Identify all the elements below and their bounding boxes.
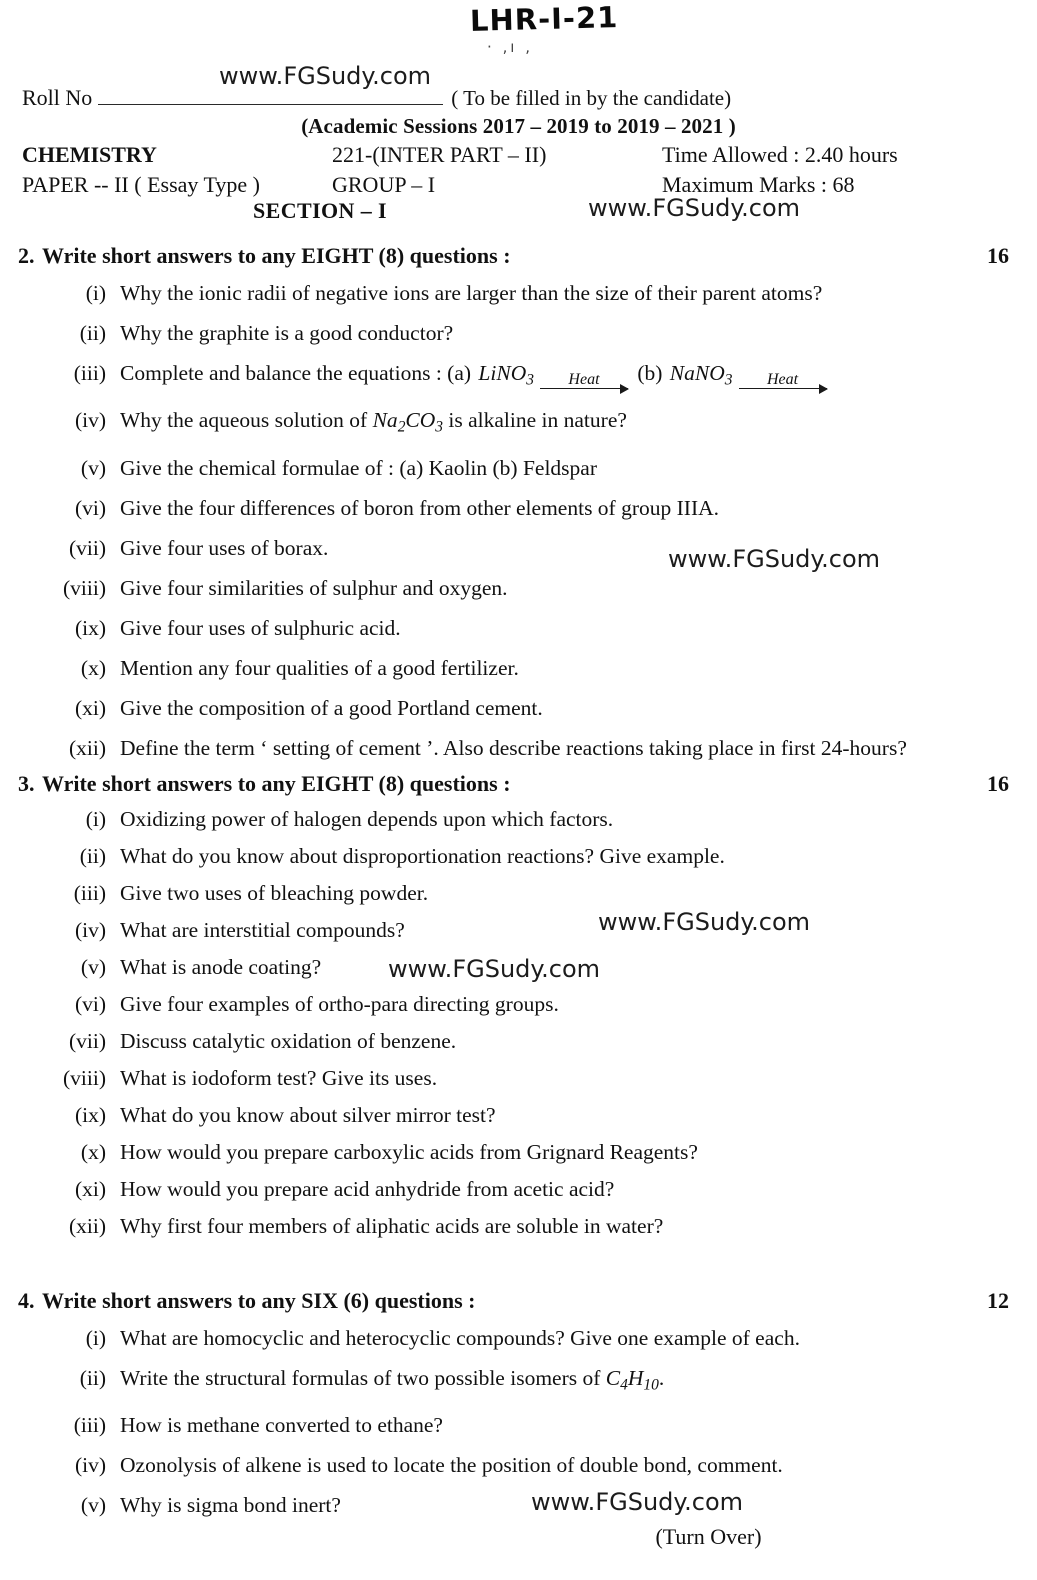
item-text: What do you know about disproportionation reactions? Give example. — [120, 844, 725, 868]
question-item — [0, 986, 1037, 1023]
question-item — [0, 1134, 1037, 1171]
reaction-a — [478, 353, 630, 400]
item-text: Give four similarities of sulphur and oxygen. — [120, 575, 508, 600]
item-roman: (iii) — [73, 1413, 106, 1438]
item-roman: (viii) — [63, 575, 106, 600]
question-item — [0, 1060, 1037, 1097]
question-item-reaction — [0, 353, 1037, 400]
item-text — [120, 400, 1037, 447]
question-2-number: 2. — [18, 243, 35, 268]
formula-prefix-text: Write the structural formulas of two possible isomers of — [120, 1366, 601, 1390]
item-roman: (ii) — [79, 321, 106, 345]
reaction-arrow-b — [739, 369, 827, 395]
item-roman: (ii) — [79, 1366, 106, 1390]
chemical-formula — [605, 1366, 659, 1394]
reactant-a-formula — [478, 353, 534, 400]
item-roman: (iv) — [74, 918, 106, 942]
question-2-heading — [0, 243, 1037, 269]
arrow-shaft-icon — [739, 388, 827, 389]
formula-part-symbol: CO — [405, 408, 436, 433]
item-text: Give four examples of ortho-para directing groups. — [120, 992, 559, 1016]
item-text: Give the chemical formulae of : (a) Kaolin (b) Feldspar — [120, 455, 597, 480]
question-item — [0, 528, 1037, 568]
item-roman: (vii) — [68, 535, 106, 560]
item-text — [120, 1358, 1037, 1405]
watermark-q3-upper: www.FGSudy.com — [598, 908, 811, 936]
item-text: Why is sigma bond inert? — [120, 1493, 341, 1518]
item-text: What is iodoform test? Give its uses. — [120, 1066, 438, 1090]
watermark-q2: www.FGSudy.com — [668, 545, 881, 573]
reactant-a-subscript: 3 — [526, 371, 534, 389]
question-item — [0, 1405, 1037, 1445]
item-roman: (xi) — [74, 1177, 106, 1201]
item-roman: (iii) — [73, 361, 106, 385]
question-item — [0, 728, 1037, 768]
question-item — [0, 273, 1037, 313]
item-text: Mention any four qualities of a good fertilizer. — [120, 655, 519, 680]
metadata-row-second — [22, 170, 1017, 200]
formula-part-subscript: 10 — [643, 1376, 659, 1394]
item-roman: (v) — [80, 955, 106, 979]
item-roman: (xi) — [74, 695, 106, 720]
watermark-q3-lower: www.FGSudy.com — [388, 955, 601, 983]
question-item — [0, 1485, 1037, 1525]
reaction-condition-a: Heat — [568, 371, 600, 389]
question-item — [0, 949, 1037, 986]
time-allowed: Time Allowed : 2.40 hours — [662, 142, 898, 167]
question-item — [0, 1318, 1037, 1358]
item-text: Define the term ‘ setting of cement ’. Also describe reactions taking place in first 24-hours? — [120, 735, 907, 760]
formula-prefix-text: Why the aqueous solution of — [120, 408, 368, 433]
reaction-mid-label: (b) — [637, 361, 663, 385]
item-text: Give two uses of bleaching powder. — [120, 881, 429, 905]
question-3-marks: 16 — [987, 771, 1009, 796]
item-text: Discuss catalytic oxidation of benzene. — [120, 1029, 457, 1053]
formula-suffix-text: is alkaline in nature? — [448, 408, 627, 433]
item-text: Why the ionic radii of negative ions are larger than the size of their parent atoms? — [120, 281, 823, 305]
item-roman: (iv) — [74, 1453, 106, 1478]
watermark-top: www.FGSudy.com — [219, 62, 432, 90]
paper-code: 221-(INTER PART – II) — [332, 142, 547, 167]
handwritten-smudge-marks: · ‚ı , — [487, 38, 534, 56]
watermark-section: www.FGSudy.com — [588, 194, 801, 222]
item-roman: (i) — [85, 807, 106, 831]
question-item — [0, 1097, 1037, 1134]
question-item — [0, 875, 1037, 912]
roll-number-row — [22, 84, 1017, 111]
question-block-4 — [0, 1288, 1037, 1525]
subject-name: CHEMISTRY — [22, 142, 157, 167]
arrow-head-icon — [819, 384, 828, 394]
item-text: How would you prepare carboxylic acids from Grignard Reagents? — [120, 1140, 698, 1164]
reactant-b-formula — [670, 353, 733, 400]
question-item — [0, 313, 1037, 353]
watermark-q4: www.FGSudy.com — [531, 1488, 744, 1516]
paper-type: PAPER -- II ( Essay Type ) — [22, 172, 261, 197]
question-4-number: 4. — [18, 1288, 35, 1313]
item-roman: (v) — [80, 1493, 106, 1518]
turn-over-notice: (Turn Over) — [655, 1524, 762, 1549]
handwritten-code-annotation: LHR-I-21 — [469, 0, 619, 38]
item-text: Give four uses of borax. — [120, 535, 329, 560]
formula-part-subscript: 3 — [435, 418, 444, 436]
question-item — [0, 608, 1037, 648]
question-block-2 — [0, 243, 1037, 768]
question-item — [0, 838, 1037, 875]
paper-metadata — [22, 140, 1017, 200]
question-item — [0, 488, 1037, 528]
item-roman: (iv) — [74, 408, 106, 433]
question-item-formula — [0, 1358, 1037, 1405]
section-heading: SECTION – I — [253, 198, 387, 223]
formula-part-subscript: 2 — [397, 418, 406, 436]
item-roman: (xii) — [68, 1214, 106, 1238]
formula-part-symbol: C — [605, 1366, 621, 1390]
item-text: What do you know about silver mirror test? — [120, 1103, 496, 1127]
reaction-arrow-a — [540, 369, 628, 395]
item-roman: (i) — [85, 281, 106, 305]
item-roman: (vi) — [74, 992, 106, 1016]
item-roman: (v) — [80, 455, 106, 480]
question-block-3 — [0, 771, 1037, 1245]
item-text — [120, 353, 1037, 400]
item-text: What are interstitial compounds? — [120, 918, 405, 942]
question-4-instruction: Write short answers to any SIX (6) questions : — [42, 1288, 476, 1313]
item-text: What is anode coating? — [120, 955, 322, 979]
chemical-formula — [372, 408, 444, 436]
metadata-row-first — [22, 140, 1017, 170]
question-item — [0, 1023, 1037, 1060]
item-roman: (xii) — [68, 735, 106, 760]
reactant-b-subscript: 3 — [724, 371, 733, 389]
reactant-b-symbol: NaNO — [669, 361, 725, 385]
question-item — [0, 568, 1037, 608]
question-4-heading — [0, 1288, 1037, 1314]
question-item — [0, 448, 1037, 488]
item-text: Ozonolysis of alkene is used to locate the position of double bond, comment. — [120, 1453, 783, 1478]
item-text: How is methane converted to ethane? — [120, 1413, 443, 1438]
question-2-marks: 16 — [987, 243, 1009, 268]
roll-number-label: Roll No — [22, 85, 93, 110]
arrow-shaft-icon — [540, 388, 628, 389]
item-roman: (x) — [80, 655, 106, 680]
question-2-instruction: Write short answers to any EIGHT (8) questions : — [42, 243, 511, 268]
item-roman: (vi) — [74, 495, 106, 520]
item-text: What are homocyclic and heterocyclic compounds? Give one example of each. — [120, 1326, 800, 1350]
academic-session-line: (Academic Sessions 2017 – 2019 to 2019 – 2021 ) — [301, 114, 736, 138]
item-roman: (viii) — [63, 1066, 106, 1090]
question-3-number: 3. — [18, 771, 35, 796]
reaction-b — [670, 353, 829, 400]
item-text: Give the four differences of boron from other elements of group IIIA. — [120, 495, 720, 520]
arrow-head-icon — [620, 384, 629, 394]
question-item — [0, 1445, 1037, 1485]
formula-part-symbol: Na — [372, 408, 398, 433]
reaction-condition-b: Heat — [766, 371, 799, 389]
question-item — [0, 688, 1037, 728]
question-item-formula — [0, 400, 1037, 447]
roll-number-instruction: ( To be filled in by the candidate) — [451, 86, 732, 110]
roll-number-blank-field[interactable] — [98, 84, 443, 105]
formula-part-subscript: 4 — [620, 1376, 628, 1394]
item-text: Give the composition of a good Portland cement. — [120, 695, 543, 720]
item-text: Why first four members of aliphatic acids are soluble in water? — [120, 1214, 664, 1238]
item-roman: (i) — [85, 1326, 106, 1350]
question-3-instruction: Write short answers to any EIGHT (8) questions : — [42, 771, 511, 796]
item-text: Oxidizing power of halogen depends upon which factors. — [120, 807, 614, 831]
question-3-heading — [0, 771, 1037, 797]
item-roman: (ix) — [74, 615, 106, 640]
question-4-marks: 12 — [987, 1288, 1009, 1313]
item-text: How would you prepare acid anhydride from acetic acid? — [120, 1177, 615, 1201]
item-roman: (x) — [80, 1140, 106, 1164]
question-item — [0, 1208, 1037, 1245]
item-roman: (iii) — [73, 881, 106, 905]
question-item — [0, 648, 1037, 688]
question-item — [0, 801, 1037, 838]
item-text: Why the graphite is a good conductor? — [120, 321, 454, 345]
maximum-marks: Maximum Marks : 68 — [662, 172, 855, 197]
question-item — [0, 1171, 1037, 1208]
reactant-a-symbol: LiNO — [478, 361, 527, 385]
formula-part-symbol: H — [627, 1366, 644, 1390]
item-roman: (ix) — [74, 1103, 106, 1127]
item-roman: (ii) — [79, 844, 106, 868]
question-item — [0, 912, 1037, 949]
formula-suffix-text: . — [658, 1366, 665, 1390]
reaction-lead-text: Complete and balance the equations : (a) — [120, 361, 472, 385]
item-text: Give four uses of sulphuric acid. — [120, 615, 401, 640]
group-name: GROUP – I — [332, 172, 436, 197]
item-roman: (vii) — [68, 1029, 106, 1053]
